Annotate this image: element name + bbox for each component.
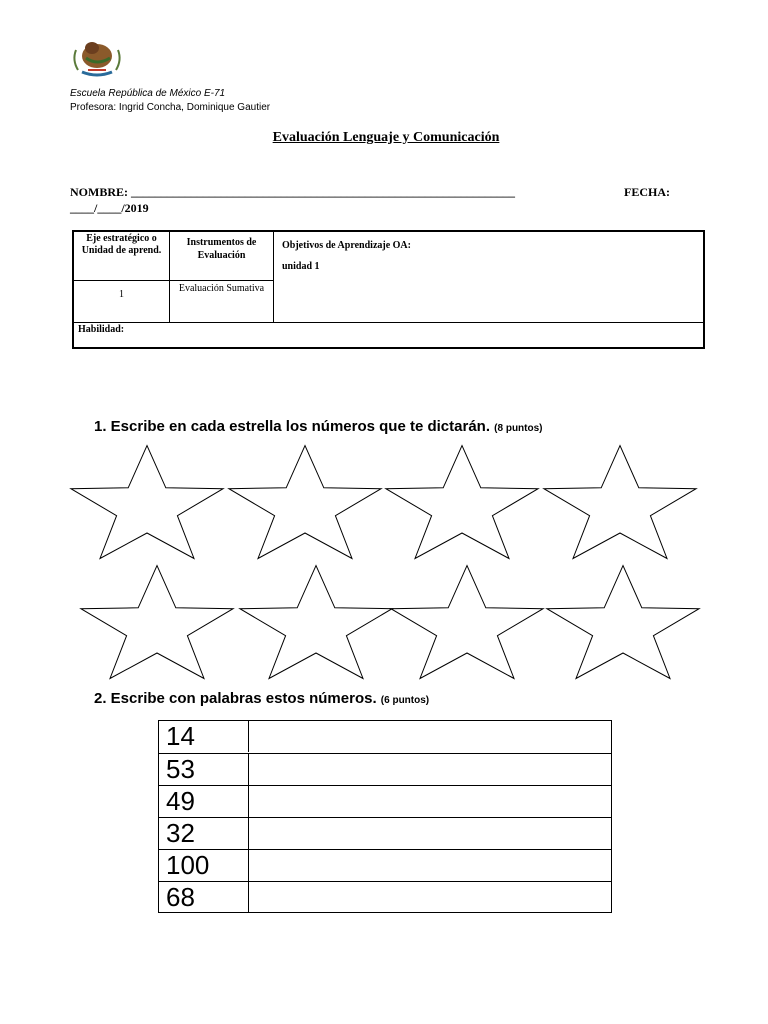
table-row	[159, 785, 611, 817]
objetivos-label: Objetivos de Aprendizaje OA:	[282, 240, 411, 251]
question-1-points: (8 puntos)	[494, 423, 543, 434]
number-cell: 53	[159, 754, 249, 785]
star-shape[interactable]	[386, 446, 538, 559]
eje-value: 1	[74, 281, 170, 322]
question-1-text: 1. Escribe en cada estrella los números que te dictarán.	[94, 418, 490, 435]
number-cell: 100	[159, 850, 249, 881]
answer-cell[interactable]	[249, 818, 611, 849]
school-name: Escuela República de México E-71	[70, 88, 226, 99]
answer-cell[interactable]	[249, 786, 611, 817]
answer-cell[interactable]	[249, 721, 611, 752]
number-cell: 49	[159, 786, 249, 817]
number-cell: 68	[159, 882, 249, 913]
number-cell: 32	[159, 818, 249, 849]
star-shape[interactable]	[71, 446, 223, 559]
numbers-table	[158, 720, 612, 913]
objetivos-cell	[274, 232, 705, 322]
table-row	[159, 881, 611, 913]
nombre-field[interactable]: NOMBRE: ________________________________________________________________	[70, 185, 515, 199]
table-row	[159, 753, 611, 785]
star-shape[interactable]	[391, 566, 543, 679]
answer-cell[interactable]	[249, 882, 611, 913]
star-shape[interactable]	[81, 566, 233, 679]
instrumentos-header: Instrumentos de Evaluación	[170, 232, 274, 281]
unidad-label: unidad 1	[282, 261, 320, 272]
star-shape[interactable]	[240, 566, 392, 679]
eje-header: Eje estratégico o Unidad de aprend.	[74, 232, 170, 281]
answer-cell[interactable]	[249, 850, 611, 881]
page-title: Evaluación Lenguaje y Comunicación	[272, 130, 500, 145]
habilidad-label: Habilidad:	[74, 322, 703, 347]
table-row	[159, 721, 611, 753]
question-2-points: (6 puntos)	[380, 695, 430, 706]
fecha-field[interactable]: ____/____/2019	[70, 201, 149, 215]
number-cell: 14	[159, 721, 249, 752]
table-row	[159, 817, 611, 849]
question-1	[94, 418, 543, 435]
star-shape[interactable]	[229, 446, 381, 559]
star-shape[interactable]	[547, 566, 699, 679]
answer-cell[interactable]	[249, 754, 611, 785]
star-grid	[0, 435, 768, 685]
table-row	[159, 849, 611, 881]
star-shape[interactable]	[544, 446, 696, 559]
teacher-name: Profesora: Ingrid Concha, Dominique Gautier	[70, 102, 271, 113]
question-2	[94, 690, 429, 707]
evaluacion-value: Evaluación Sumativa	[170, 281, 274, 322]
fecha-label: FECHA:	[624, 185, 670, 199]
info-table	[72, 230, 705, 349]
question-2-text: 2. Escribe con palabras estos números.	[94, 690, 377, 707]
mexico-coat-of-arms-icon	[68, 30, 126, 78]
